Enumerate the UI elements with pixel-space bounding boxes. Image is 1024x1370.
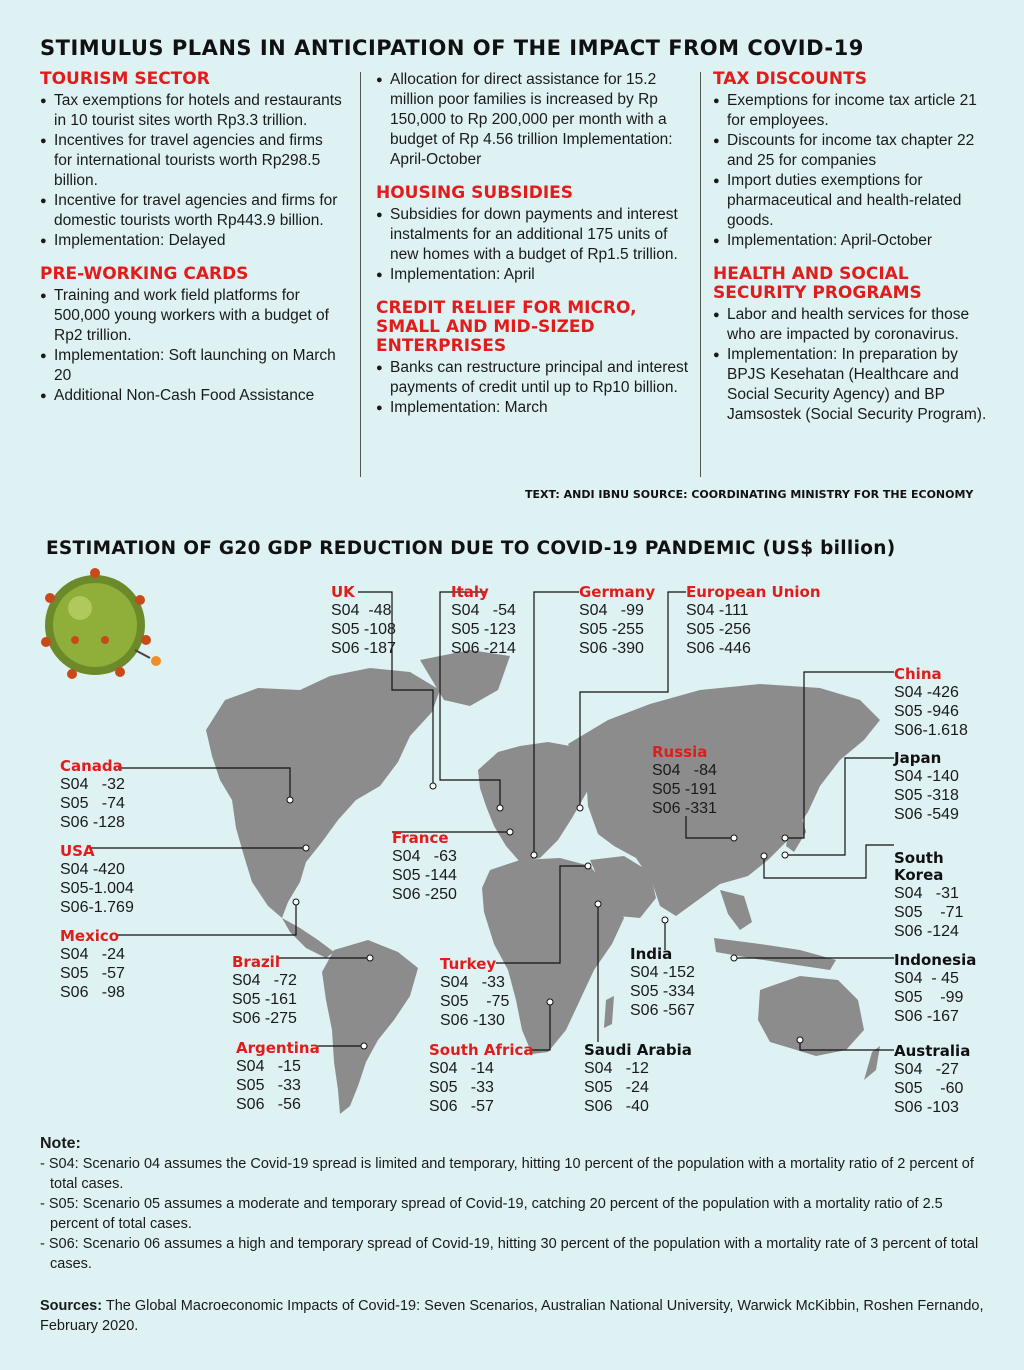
location-dot: [497, 805, 503, 811]
country-name: Japan: [894, 749, 942, 767]
scenario-value: S06 -167: [894, 1008, 959, 1025]
scenario-value: S04 -33: [440, 974, 505, 991]
list-item: ● Implementation: Soft launching on March 20: [40, 346, 345, 386]
note-item: - S06: Scenario 06 assumes a high and temporary spread of Covid-19, hitting 30 percent of the population with a mortality rate of 3 percent of total cases.: [40, 1236, 979, 1272]
country-name: France: [392, 829, 449, 847]
country-name: Canada: [60, 757, 123, 775]
scenario-value: S06 -128: [60, 814, 125, 831]
list-item: ● Banks can restructure principal and interest payments of credit until up to Rp10 billion.: [376, 358, 691, 398]
scenario-value: S05 -191: [652, 781, 717, 798]
scenario-value: S04 -72: [232, 972, 297, 989]
scenario-value: S06 -103: [894, 1099, 959, 1116]
scenario-value: S04 -54: [451, 602, 516, 619]
scenario-value: S05 -57: [60, 965, 125, 982]
scenario-value: S05 -71: [894, 904, 964, 921]
location-dot: [782, 852, 788, 858]
location-dot: [595, 901, 601, 907]
scenario-value: S05 -256: [686, 621, 751, 638]
scenario-value: S06 -446: [686, 640, 751, 657]
country-name: Germany: [579, 583, 656, 601]
new-zealand: [864, 1046, 880, 1080]
scenario-value: S06 -40: [584, 1098, 649, 1115]
southeast-asia: [720, 890, 752, 930]
country-name: European Union: [686, 583, 821, 601]
location-dot: [782, 835, 788, 841]
list-item: ● Exemptions for income tax article 21 for employees.: [713, 91, 993, 131]
scenario-value: S05 -334: [630, 983, 695, 1000]
scenario-value: S05 -318: [894, 787, 959, 804]
list-item: ● Tax exemptions for hotels and restaurants in 10 tourist sites worth Rp3.3 trillion.: [40, 91, 345, 131]
list-item: ● Labor and health services for those who are impacted by coronavirus.: [713, 305, 993, 345]
list-item: ● Implementation: April-October: [713, 231, 993, 251]
list-item: ● Import duties exemptions for pharmaceutical and health-related goods.: [713, 171, 993, 231]
scenario-value: S04 -111: [686, 602, 749, 619]
location-dot: [430, 783, 436, 789]
list-item: ● Allocation for direct assistance for 15.2 million poor families is increased by Rp 150,000 to Rp 200,000 per month with a budget of Rp 4.56 trillion Implementation: April-October: [376, 70, 691, 170]
scenario-value: S04 -14: [429, 1060, 494, 1077]
scenario-value: S05 -161: [232, 991, 297, 1008]
location-dot: [731, 955, 737, 961]
scenario-value: S04 -27: [894, 1061, 959, 1078]
sources-label: Sources:: [40, 1298, 103, 1314]
scenario-value: S04 -48: [331, 602, 392, 619]
scenario-value: S04 -12: [584, 1060, 649, 1077]
indonesia-islands: [714, 938, 836, 970]
list-item: ● Subsidies for down payments and interest instalments for an additional 175 units of new homes with a budget of Rp1.5 trillion.: [376, 205, 691, 265]
location-dot: [761, 853, 767, 859]
scenario-value: S05 -24: [584, 1079, 649, 1096]
notes: [40, 1134, 990, 1274]
scenario-value: S06 -124: [894, 923, 959, 940]
location-dot: [577, 805, 583, 811]
scenario-value: S04 - 45: [894, 970, 959, 987]
central-america: [282, 918, 334, 958]
scenario-value: S06 -214: [451, 640, 516, 657]
country-name: Brazil: [232, 953, 280, 971]
country-label-turkey: [440, 956, 509, 1030]
country-label-south-africa: [429, 1042, 534, 1116]
south-america: [322, 940, 418, 1114]
list-item: ● Implementation: April: [376, 265, 691, 285]
country-name: Mexico: [60, 927, 120, 945]
section-heading: PRE-WORKING CARDS: [40, 264, 249, 284]
scenario-value: S05 -144: [392, 867, 457, 884]
country-label-india: [630, 946, 695, 1020]
country-label-south-korea: [894, 850, 963, 941]
sources-text: The Global Macroeconomic Impacts of Covid-19: Seven Scenarios, Australian National University, Warwick McKibbin, Roshen Fernando, February 2020.: [40, 1298, 984, 1334]
country-label-saudi-arabia: [584, 1042, 692, 1116]
list-item: ● Incentives for travel agencies and firms for international tourists worth Rp298.5 billion.: [40, 131, 345, 191]
country-label-canada: [60, 758, 125, 832]
list-item: ● Implementation: March: [376, 398, 691, 418]
scenario-value: S04 -32: [60, 776, 125, 793]
scenario-value: S06 -56: [236, 1096, 301, 1113]
section-heading: HOUSING SUBSIDIES: [376, 183, 574, 203]
country-name: Indonesia: [894, 951, 977, 969]
country-label-australia: [894, 1043, 970, 1117]
country-label-france: [392, 830, 457, 904]
country-name: Australia: [894, 1042, 971, 1060]
country-name: China: [894, 665, 942, 683]
country-name: USA: [60, 842, 95, 860]
location-dot: [797, 1037, 803, 1043]
note-item: - S04: Scenario 04 assumes the Covid-19 spread is limited and temporary, hitting 10 percent of the population with a mortality ratio of 2 percent of total cases.: [40, 1156, 974, 1192]
sources: [40, 1296, 990, 1336]
list-item: ● Discounts for income tax chapter 22 and 25 for companies: [713, 131, 993, 171]
madagascar: [604, 996, 614, 1028]
scenario-value: S05 -74: [60, 795, 125, 812]
country-label-japan: [894, 750, 959, 824]
scenario-value: S04 -152: [630, 964, 695, 981]
country-name: Turkey: [440, 955, 497, 973]
scenario-value: S06 -275: [232, 1010, 297, 1027]
list-item: ● Implementation: In preparation by BPJS Kesehatan (Healthcare and Social Security Agency) and BP Jamsostek (Social Security Program).: [713, 345, 993, 425]
country-label-european-union: [686, 584, 821, 658]
country-label-germany: [579, 584, 655, 658]
country-name: India: [630, 945, 673, 963]
scenario-value: S04 -24: [60, 946, 125, 963]
scenario-value: S05-1.004: [60, 880, 134, 897]
scenario-value: S06 -549: [894, 806, 959, 823]
scenario-value: S05 -33: [429, 1079, 494, 1096]
country-label-uk: [331, 584, 396, 658]
country-label-indonesia: [894, 952, 976, 1026]
scenario-value: S05 -108: [331, 621, 396, 638]
australia: [758, 976, 864, 1056]
scenario-value: S04 -420: [60, 861, 125, 878]
location-dot: [531, 852, 537, 858]
location-dot: [361, 1043, 367, 1049]
location-dot: [662, 917, 668, 923]
scenario-value: S04 -63: [392, 848, 457, 865]
scenario-value: S06 -57: [429, 1098, 494, 1115]
country-label-russia: [652, 744, 717, 818]
scenario-value: S05 -60: [894, 1080, 964, 1097]
notes-heading: Note:: [40, 1135, 81, 1152]
scenario-value: S04 -99: [579, 602, 644, 619]
scenario-value: S06 -98: [60, 984, 125, 1001]
location-dot: [367, 955, 373, 961]
country-label-brazil: [232, 954, 297, 1028]
note-item: - S05: Scenario 05 assumes a moderate and temporary spread of Covid-19, catching 20 percent of the population with a mortality ratio of 2.5 percent of total cases.: [40, 1196, 943, 1232]
scenario-value: S05 -946: [894, 703, 959, 720]
country-name: Argentina: [236, 1039, 320, 1057]
scenario-value: S04 -31: [894, 885, 959, 902]
leader-line: [116, 902, 296, 935]
scenario-value: S05 -75: [440, 993, 510, 1010]
scenario-value: S04 -426: [894, 684, 959, 701]
scenario-value: S06 -331: [652, 800, 717, 817]
scenario-value: S06 -187: [331, 640, 396, 657]
section-heading: HEALTH AND SOCIAL SECURITY PROGRAMS: [713, 264, 922, 303]
location-dot: [731, 835, 737, 841]
location-dot: [303, 845, 309, 851]
location-dot: [287, 797, 293, 803]
leader-line: [764, 845, 894, 878]
list-item: ● Training and work field platforms for 500,000 young workers with a budget of Rp2 trillion.: [40, 286, 345, 346]
country-name: UK: [331, 583, 355, 601]
scenario-value: S05 -123: [451, 621, 516, 638]
scenario-value: S06-1.769: [60, 899, 134, 916]
scenario-value: S04 -15: [236, 1058, 301, 1075]
scenario-value: S06 -390: [579, 640, 644, 657]
country-name: Saudi Arabia: [584, 1041, 692, 1059]
section-heading: CREDIT RELIEF FOR MICRO, SMALL AND MID-SIZED ENTERPRISES: [376, 298, 637, 356]
country-name: South Korea: [894, 849, 944, 884]
country-label-italy: [451, 584, 516, 658]
scenario-value: S05 -255: [579, 621, 644, 638]
scenario-value: S05 -99: [894, 989, 964, 1006]
list-item: ● Incentive for travel agencies and firms for domestic tourists worth Rp443.9 billion.: [40, 191, 345, 231]
section-heading: TOURISM SECTOR: [40, 69, 210, 89]
scenario-value: S06 -130: [440, 1012, 505, 1029]
section-heading: TAX DISCOUNTS: [713, 69, 867, 89]
location-dot: [507, 829, 513, 835]
location-dot: [547, 999, 553, 1005]
page-title: STIMULUS PLANS IN ANTICIPATION OF THE IMPACT FROM COVID-19: [40, 36, 864, 60]
scenario-value: S05 -33: [236, 1077, 301, 1094]
list-item: ● Implementation: Delayed: [40, 231, 345, 251]
country-label-mexico: [60, 928, 125, 1002]
map-title: ESTIMATION OF G20 GDP REDUCTION DUE TO COVID-19 PANDEMIC (US$ billion): [46, 538, 896, 559]
scenario-value: S04 -84: [652, 762, 717, 779]
scenario-value: S04 -140: [894, 768, 959, 785]
country-label-usa: [60, 843, 134, 917]
list-item: ● Additional Non-Cash Food Assistance: [40, 386, 345, 406]
scenario-value: S06-1.618: [894, 722, 968, 739]
location-dot: [293, 899, 299, 905]
scenario-value: S06 -250: [392, 886, 457, 903]
country-name: Italy: [451, 583, 489, 601]
credit-line: TEXT: ANDI IBNU SOURCE: COORDINATING MINISTRY FOR THE ECONOMY: [525, 488, 974, 501]
scenario-value: S06 -567: [630, 1002, 695, 1019]
country-label-china: [894, 666, 968, 740]
location-dot: [585, 863, 591, 869]
country-name: Russia: [652, 743, 708, 761]
country-label-argentina: [236, 1040, 320, 1114]
country-name: South Africa: [429, 1041, 534, 1059]
virus-icon: [41, 568, 161, 679]
